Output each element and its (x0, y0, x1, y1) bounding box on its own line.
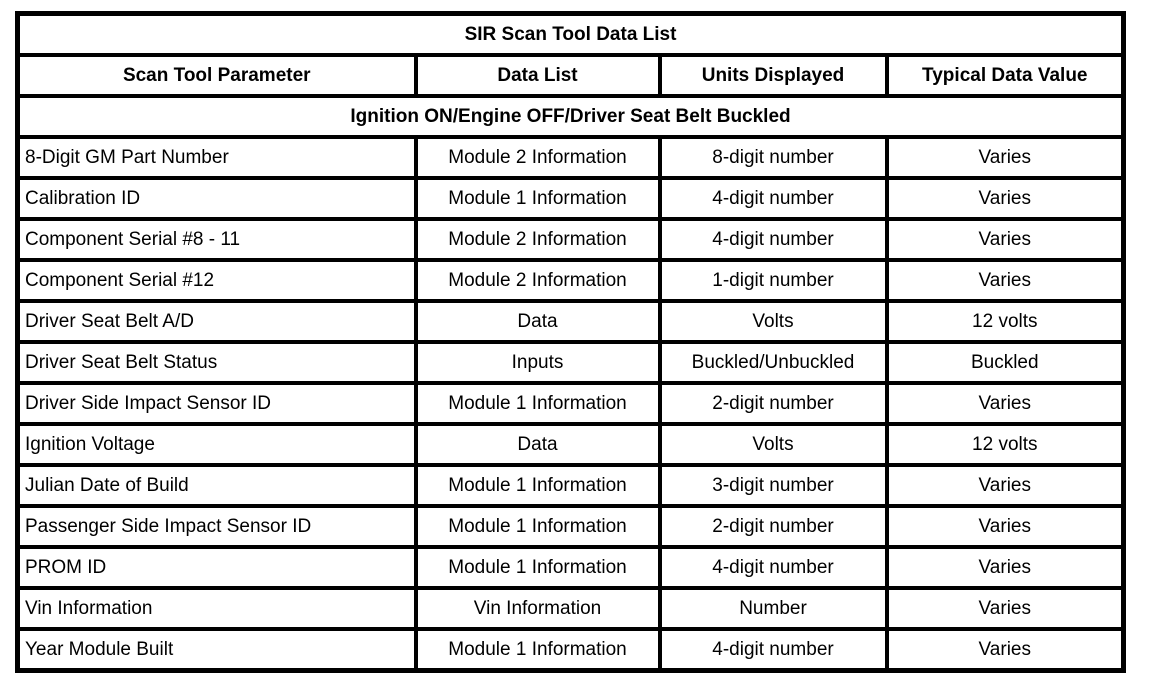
cell-typical-data-value: Varies (887, 137, 1124, 178)
cell-scan-tool-parameter: Year Module Built (18, 629, 416, 671)
cell-data-list: Module 2 Information (416, 219, 660, 260)
table-row (18, 137, 1124, 178)
cell-scan-tool-parameter: Julian Date of Build (18, 465, 416, 506)
table-row (18, 260, 1124, 301)
cell-typical-data-value: Varies (887, 588, 1124, 629)
cell-data-list: Module 2 Information (416, 260, 660, 301)
table-title: SIR Scan Tool Data List (18, 14, 1124, 56)
cell-units-displayed: 2-digit number (660, 506, 887, 547)
table-row (18, 547, 1124, 588)
cell-units-displayed: 2-digit number (660, 383, 887, 424)
table-body (18, 137, 1124, 671)
cell-units-displayed: 8-digit number (660, 137, 887, 178)
column-header-scan-tool-parameter: Scan Tool Parameter (18, 55, 416, 96)
table-row (18, 342, 1124, 383)
section-header: Ignition ON/Engine OFF/Driver Seat Belt Buckled (18, 96, 1124, 137)
cell-scan-tool-parameter: 8-Digit GM Part Number (18, 137, 416, 178)
cell-scan-tool-parameter: PROM ID (18, 547, 416, 588)
cell-scan-tool-parameter: Driver Side Impact Sensor ID (18, 383, 416, 424)
cell-scan-tool-parameter: Ignition Voltage (18, 424, 416, 465)
cell-scan-tool-parameter: Driver Seat Belt Status (18, 342, 416, 383)
table-row (18, 506, 1124, 547)
cell-units-displayed: Volts (660, 424, 887, 465)
cell-scan-tool-parameter: Component Serial #12 (18, 260, 416, 301)
cell-typical-data-value: Varies (887, 506, 1124, 547)
cell-typical-data-value: 12 volts (887, 301, 1124, 342)
sir-scan-tool-data-table (15, 11, 1126, 673)
column-header-units-displayed: Units Displayed (660, 55, 887, 96)
table-row (18, 383, 1124, 424)
cell-units-displayed: 4-digit number (660, 219, 887, 260)
title-row (18, 14, 1124, 56)
cell-scan-tool-parameter: Component Serial #8 - 11 (18, 219, 416, 260)
cell-units-displayed: Number (660, 588, 887, 629)
cell-units-displayed: Volts (660, 301, 887, 342)
cell-scan-tool-parameter: Driver Seat Belt A/D (18, 301, 416, 342)
cell-data-list: Inputs (416, 342, 660, 383)
cell-units-displayed: Buckled/Unbuckled (660, 342, 887, 383)
table-row (18, 588, 1124, 629)
cell-data-list: Vin Information (416, 588, 660, 629)
cell-units-displayed: 3-digit number (660, 465, 887, 506)
cell-units-displayed: 4-digit number (660, 547, 887, 588)
cell-data-list: Module 1 Information (416, 629, 660, 671)
cell-typical-data-value: Buckled (887, 342, 1124, 383)
cell-units-displayed: 1-digit number (660, 260, 887, 301)
table-row (18, 424, 1124, 465)
sir-scan-tool-data-table-container (15, 11, 1126, 673)
cell-typical-data-value: Varies (887, 178, 1124, 219)
table-row (18, 219, 1124, 260)
cell-typical-data-value: Varies (887, 383, 1124, 424)
cell-typical-data-value: Varies (887, 260, 1124, 301)
table-row (18, 465, 1124, 506)
cell-typical-data-value: Varies (887, 219, 1124, 260)
cell-data-list: Module 1 Information (416, 547, 660, 588)
cell-data-list: Module 1 Information (416, 178, 660, 219)
cell-typical-data-value: Varies (887, 629, 1124, 671)
column-header-row (18, 55, 1124, 96)
cell-units-displayed: 4-digit number (660, 178, 887, 219)
cell-typical-data-value: Varies (887, 547, 1124, 588)
cell-data-list: Data (416, 301, 660, 342)
table-row (18, 629, 1124, 671)
cell-typical-data-value: Varies (887, 465, 1124, 506)
cell-scan-tool-parameter: Vin Information (18, 588, 416, 629)
cell-scan-tool-parameter: Passenger Side Impact Sensor ID (18, 506, 416, 547)
column-header-data-list: Data List (416, 55, 660, 96)
column-header-typical-data-value: Typical Data Value (887, 55, 1124, 96)
table-row (18, 301, 1124, 342)
section-header-row (18, 96, 1124, 137)
cell-data-list: Data (416, 424, 660, 465)
cell-units-displayed: 4-digit number (660, 629, 887, 671)
cell-data-list: Module 2 Information (416, 137, 660, 178)
cell-scan-tool-parameter: Calibration ID (18, 178, 416, 219)
table-row (18, 178, 1124, 219)
cell-data-list: Module 1 Information (416, 465, 660, 506)
cell-data-list: Module 1 Information (416, 506, 660, 547)
cell-data-list: Module 1 Information (416, 383, 660, 424)
cell-typical-data-value: 12 volts (887, 424, 1124, 465)
